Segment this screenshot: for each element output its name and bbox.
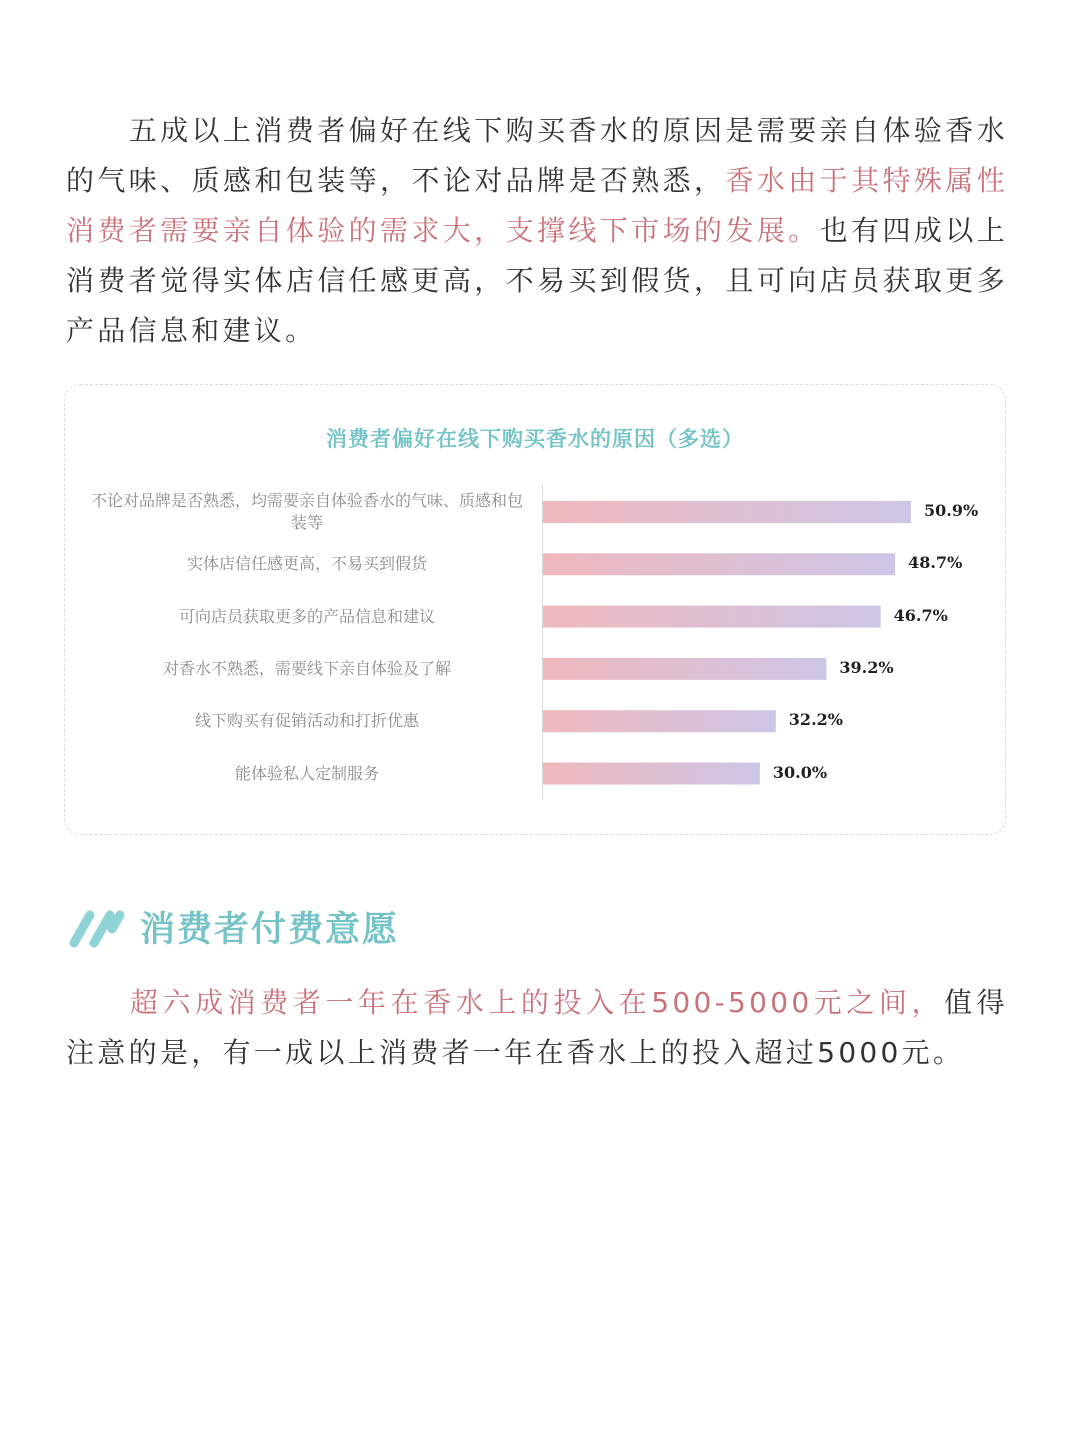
category-label-2: 实体店信任感更高，不易买到假货	[186, 554, 427, 574]
bar-2	[543, 553, 895, 575]
value-label-4: 39.2%	[839, 657, 894, 677]
value-label-3: 46.7%	[893, 605, 948, 625]
spend-paragraph	[66, 978, 1008, 1078]
intro-paragraph	[66, 106, 1008, 356]
category-label-5: 线下购买有促销活动和打折优惠	[194, 711, 419, 731]
bar-1	[543, 501, 911, 523]
intro-highlight: 香水由于其特殊属性消费者需要亲自体验的需求大，支撑线下市场的发展。	[66, 164, 1008, 247]
intro-text-2: 也有四成以上消费者觉得实体店信任感更高，不易买到假货，且可向店员获取更多产品信息和建议。	[66, 214, 1009, 347]
bar-5	[543, 710, 776, 732]
value-label-5: 32.2%	[788, 710, 843, 730]
category-label-3: 可向店员获取更多的产品信息和建议	[178, 606, 435, 626]
double-slash-icon	[66, 905, 126, 949]
value-label-6: 30.0%	[772, 762, 828, 782]
value-label-2: 48.7%	[908, 553, 963, 573]
section-title: 消费者付费意愿	[140, 910, 400, 950]
value-label-1: 50.9%	[924, 501, 979, 520]
chart-title: 消费者偏好在线下购买香水的原因（多选）	[326, 427, 744, 451]
spend-highlight: 超六成消费者一年在香水上的投入在500-5000元之间，	[128, 986, 945, 1019]
category-label-4: 对香水不熟悉，需要线下亲自体验及了解	[162, 658, 451, 678]
section-header	[66, 900, 399, 954]
bar-6	[543, 763, 760, 785]
category-label-6: 能体验私人定制服务	[234, 763, 379, 783]
bar-3	[543, 606, 881, 628]
bar-4	[543, 658, 826, 680]
intro-text-1: 五成以上消费者偏好在线下购买香水的原因是需要亲自体验香水的气味、质感和包装等，不论对品牌是否熟悉，	[66, 114, 1008, 197]
spend-text: 值得注意的是，有一成以上消费者一年在香水上的投入超过5000元。	[66, 986, 1008, 1069]
chart-card	[64, 384, 1006, 835]
category-label-1: 不论对品牌是否熟悉，均需要亲自体验香水的气味、质感和包装等	[90, 491, 523, 532]
